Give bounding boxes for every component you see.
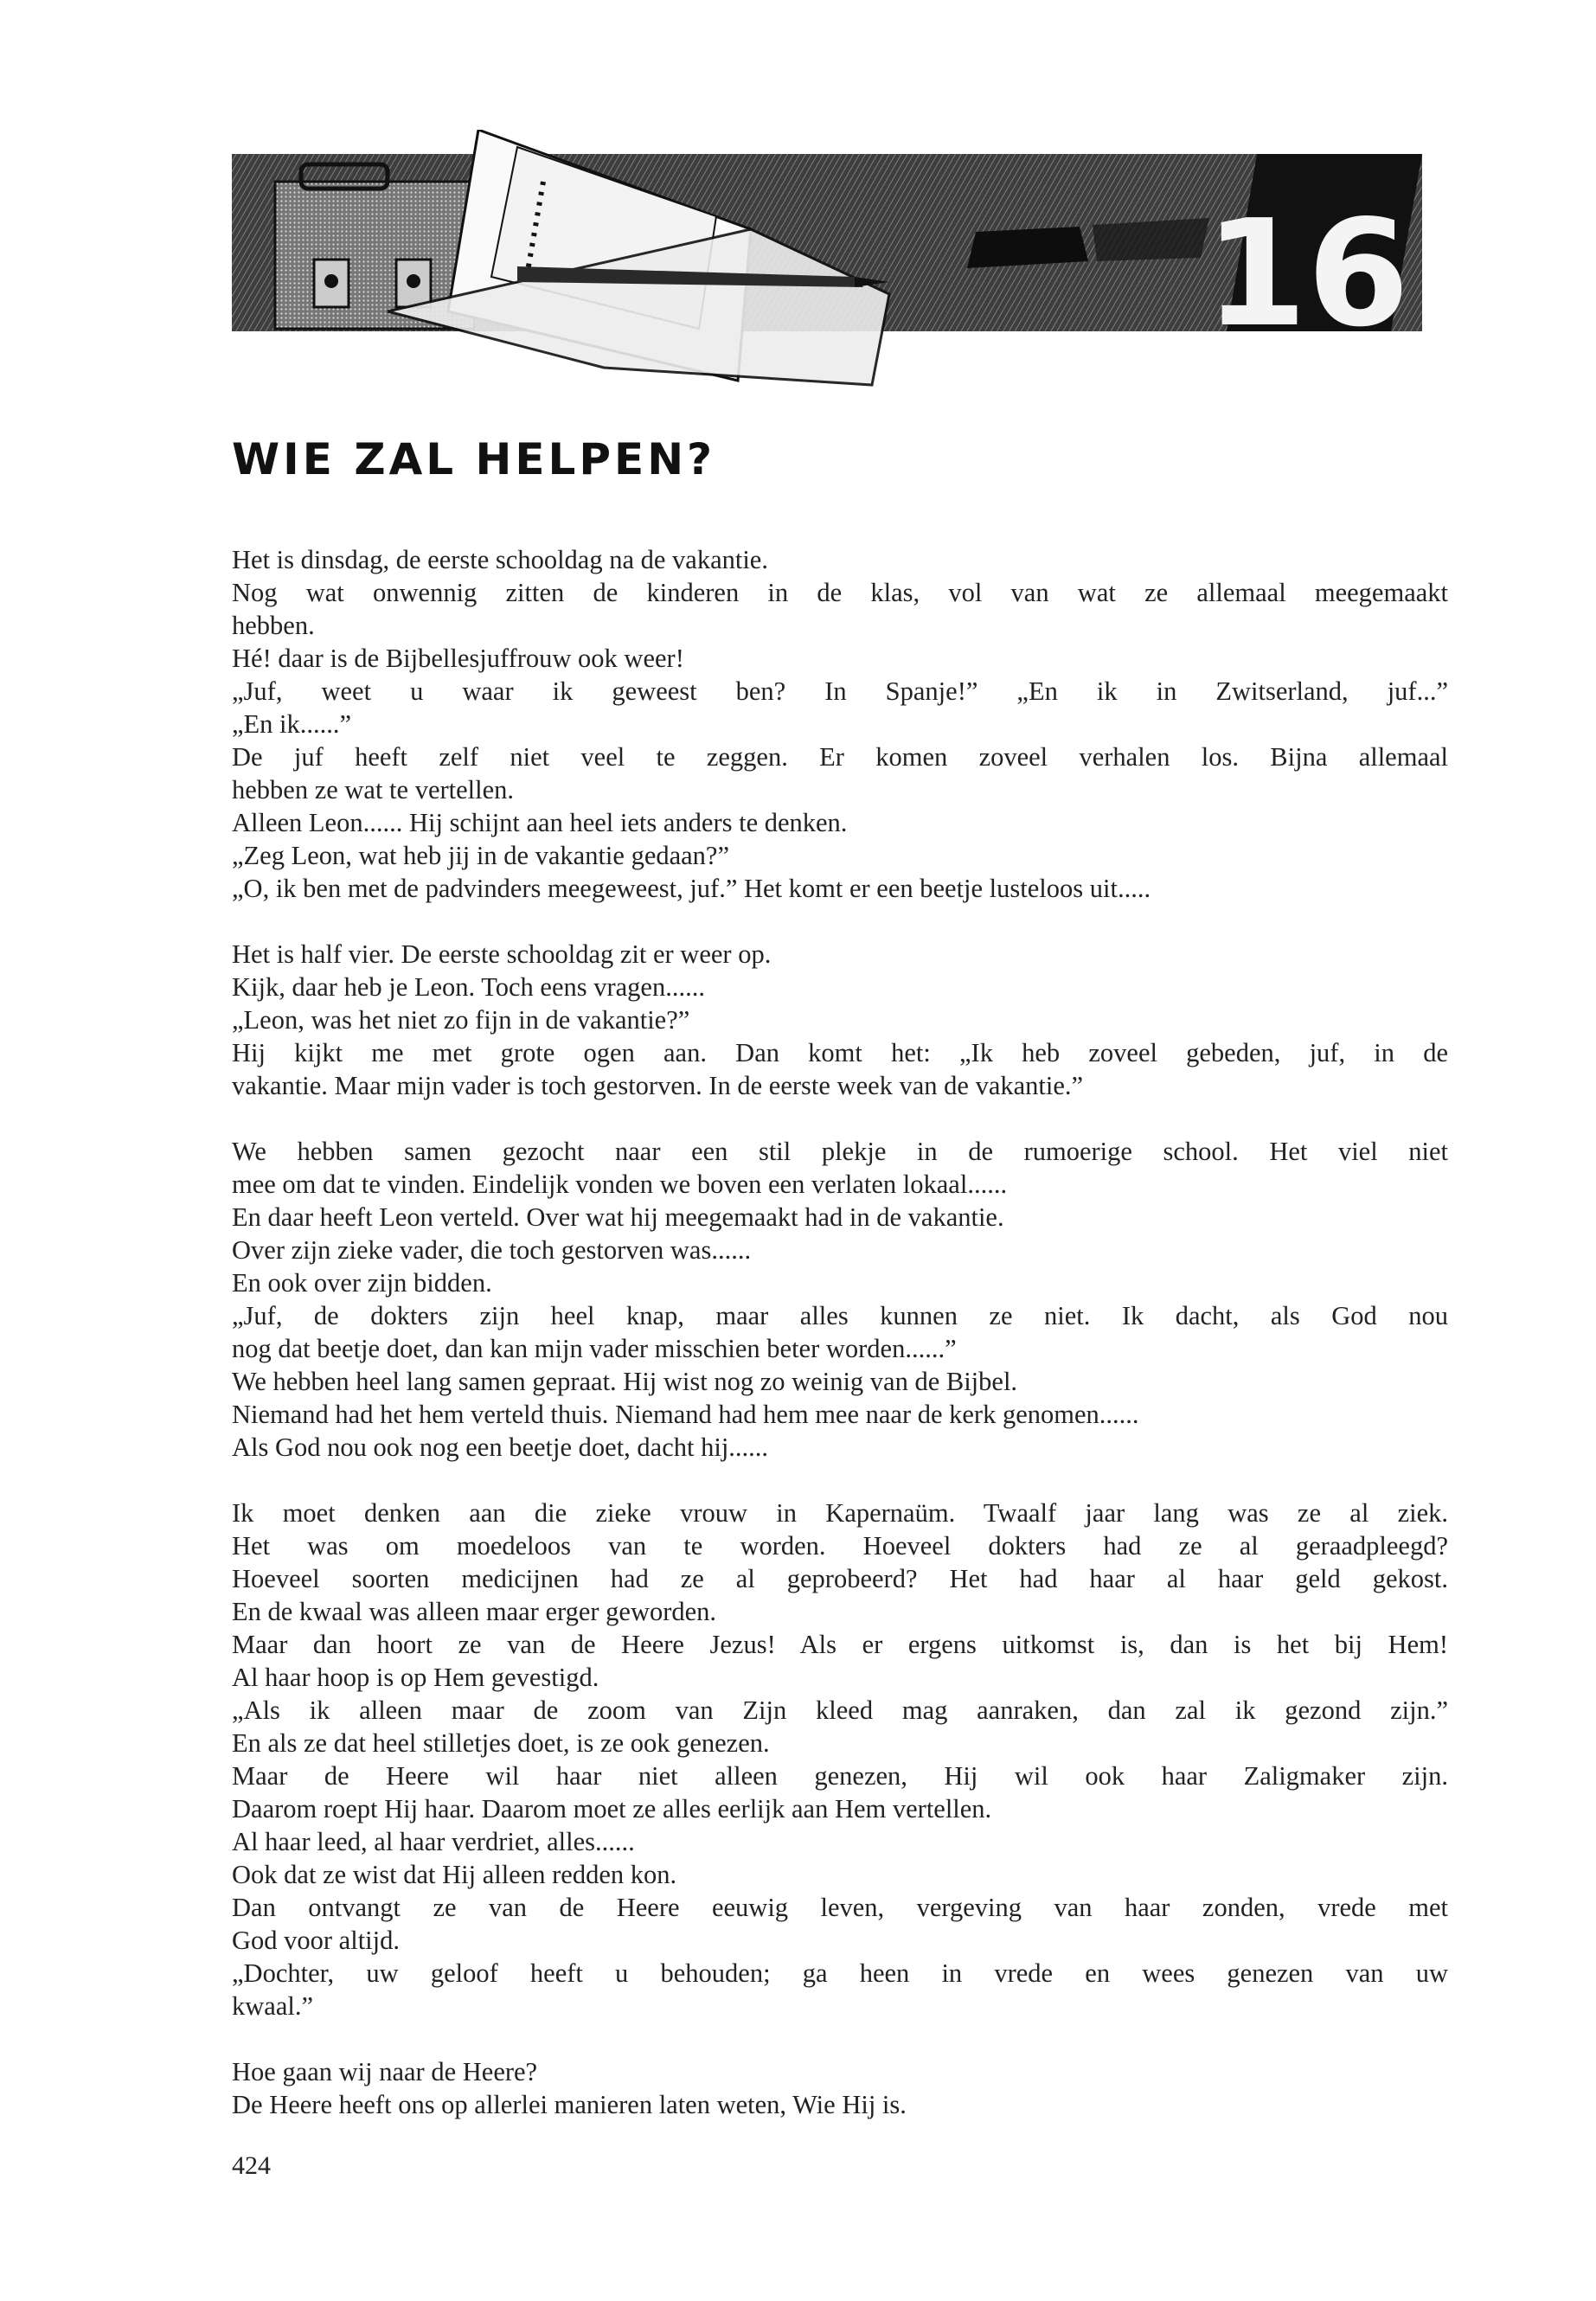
paragraph — [232, 2055, 1448, 2121]
paragraph-gap — [232, 1102, 1448, 1135]
paragraph — [232, 1497, 1448, 2022]
text-line: vakantie. Maar mijn vader is toch gestorven. In de eerste week van de vakantie.” — [232, 1071, 1084, 1100]
text-line: De juf heeft zelf niet veel te zeggen. Er komen zoveel verhalen los. Bijna allemaal — [232, 742, 1448, 772]
text-line: En daar heeft Leon verteld. Over wat hij meegemaakt had in de vakantie. — [232, 1202, 1004, 1232]
text-line: hebben ze wat te vertellen. — [232, 775, 515, 804]
text-line: Hoe gaan wij naar de Heere? — [232, 2057, 538, 2086]
text-line: „Dochter, uw geloof heeft u behouden; ga heen in vrede en wees genezen van uw — [232, 1958, 1448, 1988]
text-line: Niemand had het hem verteld thuis. Niemand had hem mee naar de kerk genomen...... — [232, 1400, 1139, 1429]
text-line: „Juf, de dokters zijn heel knap, maar alles kunnen ze niet. Ik dacht, als God nou — [232, 1301, 1448, 1330]
text-line: Hoeveel soorten medicijnen had ze al geprobeerd? Het had haar al haar geld gekost. — [232, 1564, 1448, 1593]
text-line: Nog wat onwennig zitten de kinderen in de klas, vol van wat ze allemaal meegemaakt — [232, 578, 1448, 607]
text-line: „Als ik alleen maar de zoom van Zijn kleed mag aanraken, dan zal ik gezond zijn.” — [232, 1695, 1448, 1725]
page-number: 424 — [232, 2151, 271, 2180]
text-line: Dan ontvangt ze van de Heere eeuwig leven, vergeving van haar zonden, vrede met — [232, 1893, 1448, 1922]
text-line: Het is dinsdag, de eerste schooldag na de vakantie. — [232, 545, 768, 574]
text-line: En de kwaal was alleen maar erger geworden. — [232, 1597, 717, 1626]
paragraph — [232, 938, 1448, 1102]
text-line: En ook over zijn bidden. — [232, 1268, 492, 1298]
text-line: Al haar hoop is op Hem gevestigd. — [232, 1663, 599, 1692]
text-line: Al haar leed, al haar verdriet, alles...... — [232, 1827, 635, 1856]
banner-marker-light — [1093, 218, 1209, 261]
text-line: Het is half vier. De eerste schooldag zit er weer op. — [232, 939, 772, 969]
text-line: „Juf, weet u waar ik geweest ben? In Spanje!” „En ik in Zwitserland, juf...” — [232, 676, 1448, 706]
text-line: Maar de Heere wil haar niet alleen genezen, Hij wil ook haar Zaligmaker zijn. — [232, 1761, 1448, 1791]
paragraph — [232, 1135, 1448, 1464]
paragraph-gap — [232, 1464, 1448, 1497]
text-line: „Zeg Leon, wat heb jij in de vakantie gedaan?” — [232, 841, 730, 870]
text-line: En als ze dat heel stilletjes doet, is ze ook genezen. — [232, 1728, 770, 1758]
chapter-number: 16 — [1204, 189, 1410, 360]
text-line: Als God nou ook nog een beetje doet, dacht hij...... — [232, 1433, 769, 1462]
chapter-title: WIE ZAL HELPEN? — [232, 434, 716, 484]
text-line: We hebben heel lang samen gepraat. Hij wist nog zo weinig van de Bijbel. — [232, 1367, 1018, 1396]
paragraph-gap — [232, 905, 1448, 938]
text-line: Daarom roept Hij haar. Daarom moet ze alles eerlijk aan Hem vertellen. — [232, 1794, 992, 1823]
text-line: Hij kijkt me met grote ogen aan. Dan komt het: „Ik heb zoveel gebeden, juf, in de — [232, 1038, 1448, 1067]
text-line: Maar dan hoort ze van de Heere Jezus! Als er ergens uitkomst is, dan is het bij Hem! — [232, 1630, 1448, 1659]
text-line: „O, ik ben met de padvinders meegeweest, juf.” Het komt er een beetje lusteloos uit..... — [232, 874, 1151, 903]
text-line: Het was om moedeloos van te worden. Hoeveel dokters had ze al geraadpleegd? — [232, 1531, 1448, 1561]
text-line: „En ik......” — [232, 709, 352, 739]
text-line: Ik moet denken aan die zieke vrouw in Kapernaüm. Twaalf jaar lang was ze al ziek. — [232, 1498, 1448, 1528]
text-line: We hebben samen gezocht naar een stil plekje in de rumoerige school. Het viel niet — [232, 1137, 1448, 1166]
text-line: kwaal.” — [232, 1991, 313, 2021]
text-line: De Heere heeft ons op allerlei manieren laten weten, Wie Hij is. — [232, 2090, 907, 2119]
text-line: Hé! daar is de Bijbellesjuffrouw ook weer! — [232, 644, 684, 673]
story-text — [232, 543, 1448, 2121]
text-line: hebben. — [232, 611, 315, 640]
text-line: „Leon, was het niet zo fijn in de vakantie?” — [232, 1005, 690, 1035]
paragraph — [232, 543, 1448, 905]
text-line: Kijk, daar heb je Leon. Toch eens vragen...... — [232, 972, 705, 1002]
banner-marker — [967, 227, 1088, 268]
text-line: Ook dat ze wist dat Hij alleen redden kon. — [232, 1860, 677, 1889]
text-line: Alleen Leon...... Hij schijnt aan heel iets anders te denken. — [232, 808, 848, 837]
text-line: mee om dat te vinden. Eindelijk vonden we boven een verlaten lokaal...... — [232, 1170, 1008, 1199]
chapter-banner — [232, 130, 1422, 389]
text-line: nog dat beetje doet, dan kan mijn vader misschien beter worden......” — [232, 1334, 957, 1363]
text-line: God voor altijd. — [232, 1926, 400, 1955]
paragraph-gap — [232, 2022, 1448, 2055]
text-line: Over zijn zieke vader, die toch gestorven was...... — [232, 1235, 752, 1265]
